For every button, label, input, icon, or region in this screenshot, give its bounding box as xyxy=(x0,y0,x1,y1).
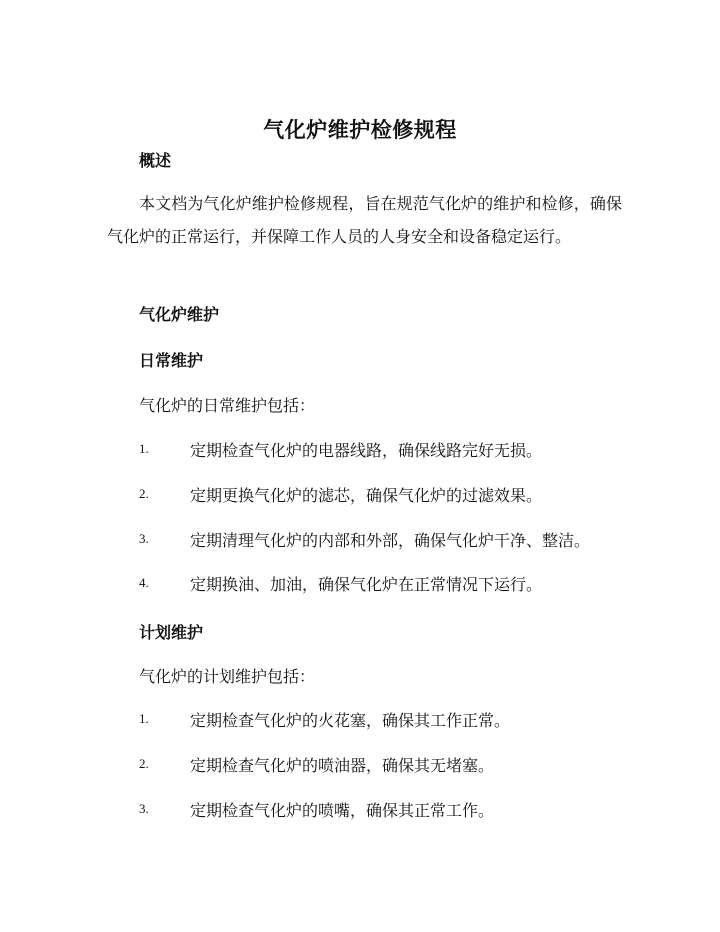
document-title: 气化炉维护检修规程 xyxy=(263,117,457,142)
daily-maintenance-heading: 日常维护 xyxy=(139,351,204,370)
list-item-number: 1. xyxy=(139,711,149,726)
list-item: 定期清理气化炉的内部和外部，确保气化炉干净、整洁。 xyxy=(190,531,591,550)
list-item-number: 4. xyxy=(139,575,149,590)
list-item-number: 2. xyxy=(139,486,149,501)
list-item: 定期检查气化炉的电器线路，确保线路完好无损。 xyxy=(190,441,543,460)
list-item-number: 2. xyxy=(139,756,149,771)
list-item: 定期换油、加油，确保气化炉在正常情况下运行。 xyxy=(190,575,543,594)
list-item-number: 3. xyxy=(139,801,149,816)
daily-maintenance-intro: 气化炉的日常维护包括： xyxy=(139,396,316,415)
maintenance-heading: 气化炉维护 xyxy=(139,305,220,324)
overview-heading: 概述 xyxy=(139,151,172,170)
list-item-number: 1. xyxy=(139,441,149,456)
list-item: 定期更换气化炉的滤芯，确保气化炉的过滤效果。 xyxy=(190,486,543,505)
overview-paragraph: 本文档为气化炉维护检修规程，旨在规范气化炉的维护和检修，确保气化炉的正常运行，并保障工作人员的人身安全和设备稳定运行。 xyxy=(107,194,622,246)
planned-maintenance-intro: 气化炉的计划维护包括： xyxy=(139,667,316,686)
list-item: 定期检查气化炉的喷油器，确保其无堵塞。 xyxy=(190,756,495,775)
list-item: 定期检查气化炉的火花塞，确保其工作正常。 xyxy=(190,711,511,730)
list-item-number: 3. xyxy=(139,531,149,546)
list-item: 定期检查气化炉的喷嘴，确保其正常工作。 xyxy=(190,801,495,820)
planned-maintenance-heading: 计划维护 xyxy=(139,623,204,642)
